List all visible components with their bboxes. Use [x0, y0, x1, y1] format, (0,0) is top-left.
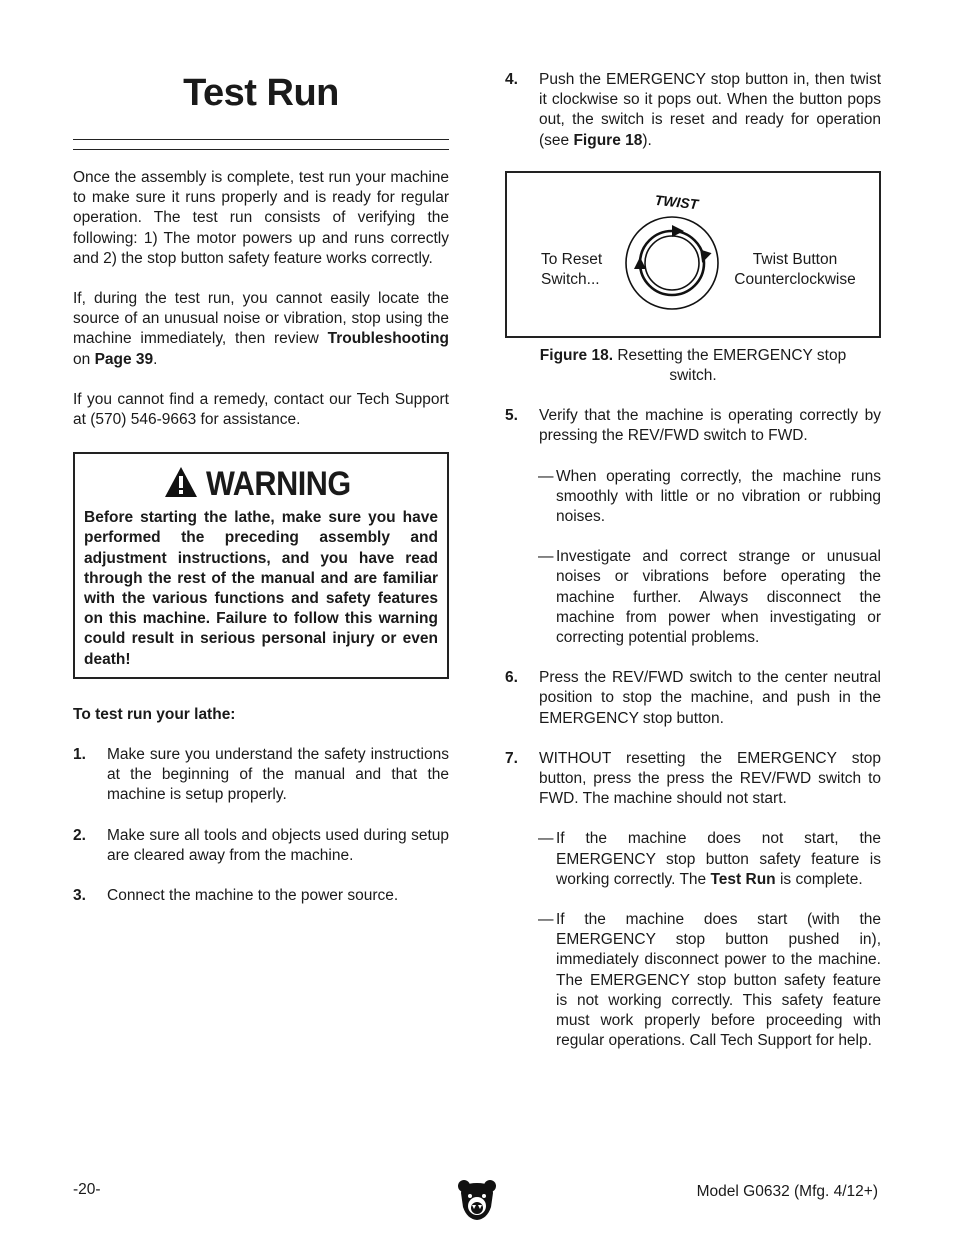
step-number: 1. [73, 746, 86, 764]
title-divider-top [73, 139, 449, 140]
page-reference: Page 39 [94, 350, 154, 368]
left-column [73, 60, 449, 906]
page-number: -20- [73, 1181, 101, 1198]
warning-triangle-icon [164, 466, 198, 503]
warning-box [73, 452, 449, 679]
twist-label: TWIST [654, 191, 700, 213]
warning-header [84, 464, 438, 504]
step-1 [73, 745, 449, 806]
step-text: Make sure you understand the safety instructions at the beginning of the manual and that the machine is setup properly. [107, 746, 449, 804]
step-text: Push the EMERGENCY stop button in, then twist it clockwise so it pops out. When the button pops out, the switch is reset and ready for operation (see Figure 18). [539, 71, 881, 149]
emergency-stop-button-diagram [618, 191, 722, 313]
step-5 [505, 406, 881, 446]
step-text: Connect the machine to the power source. [107, 887, 399, 905]
bear-logo-icon [457, 1179, 497, 1226]
step-7 [505, 749, 881, 810]
step-number: 2. [73, 826, 86, 844]
figure-left-label: To Reset Switch... [541, 250, 603, 288]
warning-heading: WARNING [205, 464, 351, 503]
figure-caption: Figure 18. Resetting the EMERGENCY stop switch. [539, 346, 847, 385]
right-column [505, 70, 881, 1052]
step-5-note-1: — When operating correctly, the machine runs smoothly with little or no vibration or rubbing noises. [538, 467, 881, 526]
step-6 [505, 668, 881, 729]
step-text: Press the REV/FWD switch to the center neutral position to stop the machine, and push in the EMERGENCY stop button. [539, 669, 881, 727]
step-2 [73, 826, 449, 866]
step-text: WITHOUT resetting the EMERGENCY stop button, press the press the REV/FWD switch to FWD. The machine should not start. [539, 749, 881, 808]
figure-right-label: Twist Button Counterclockwise [734, 250, 856, 288]
step-number: 7. [505, 749, 518, 767]
model-info: Model G0632 (Mfg. 4/12+) [696, 1183, 878, 1200]
page-title: Test Run [183, 72, 339, 114]
intro-paragraph-3: If you cannot find a remedy, contact our Tech Support at (570) 546-9663 for assistance. [73, 390, 449, 429]
procedure-heading: To test run your lathe: [73, 705, 236, 723]
step-7-note-2: — If the machine does start (with the EMERGENCY stop button pushed in), immediately disconnect power to the machine. The EMERGENCY stop button safety feature is not working correctly. This safety feature must work properly before proceeding with regular operations. Call Tech Support for help. [538, 911, 881, 1050]
step-4 [505, 70, 881, 151]
step-number: 3. [73, 887, 86, 905]
intro-paragraph-2: If, during the test run, you cannot easily locate the source of an unusual noise or vibration, stop using the machine immediately, then review Troubleshooting on Page 39. [73, 290, 449, 368]
figure-reference: Figure 18 [573, 131, 643, 149]
troubleshooting-reference: Troubleshooting [327, 330, 449, 348]
figure-18 [505, 171, 881, 338]
step-text: Make sure all tools and objects used during setup are cleared away from the machine. [107, 826, 449, 864]
step-number: 6. [505, 669, 518, 687]
step-3 [73, 886, 449, 906]
step-number: 4. [505, 71, 518, 88]
step-number: 5. [505, 407, 518, 425]
step-5-note-2: — Investigate and correct strange or unusual noises or vibrations before operating the machine further. Always disconnect the machine from power when investigating or correcting potential problems. [538, 548, 881, 647]
step-text: Verify that the machine is operating correctly by pressing the REV/FWD switch to FWD. [539, 407, 881, 445]
step-7-note-1: — If the machine does not start, the EMERGENCY stop button safety feature is working correctly. The Test Run is complete. [538, 830, 881, 888]
intro-paragraph-1: Once the assembly is complete, test run your machine to make sure it runs properly and is ready for regular operation. The test run consists of verifying the following: 1) The motor powers up and runs correctly and 2) the stop button safety feature works correctly. [73, 169, 449, 267]
warning-body: Before starting the lathe, make sure you have performed the preceding assembly and adjustment instructions, and you have read through the rest of the manual and are familiar with the various functions and safety features on this machine. Failure to follow this warning could result in serious personal injury or even death! [84, 509, 438, 668]
